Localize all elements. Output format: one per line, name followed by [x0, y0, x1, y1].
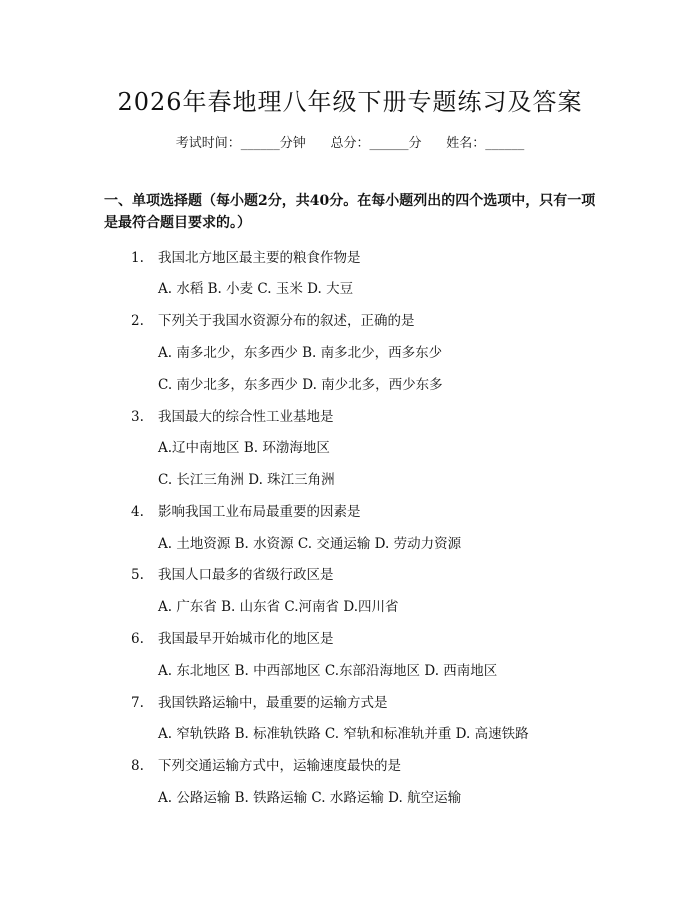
- question-text: 我国铁路运输中，最重要的运输方式是: [158, 695, 388, 711]
- question-text: 我国人口最多的省级行政区是: [158, 567, 334, 583]
- question-text: 下列交通运输方式中，运输速度最快的是: [158, 758, 401, 774]
- question-2-options-line-2: C. 南少北多，东多西少 D. 南少北多，西少东多: [158, 377, 443, 393]
- question-number: 5.: [131, 567, 144, 583]
- question-number: 7.: [131, 695, 144, 711]
- page-title: 2026年春地理八年级下册专题练习及答案: [117, 88, 583, 116]
- question-7: [131, 691, 388, 711]
- question-text: 影响我国工业布局最重要的因素是: [158, 504, 361, 520]
- question-3: [131, 405, 334, 425]
- question-text: 下列关于我国水资源分布的叙述，正确的是: [158, 313, 415, 329]
- question-7-options: A. 窄轨铁路 B. 标准轨铁路 C. 窄轨和标准轨并重 D. 高速铁路: [158, 726, 529, 742]
- section-heading: 一、单项选择题（每小题2分，共40分。在每小题列出的四个选项中，只有一项是最符合题目要求的。）: [104, 193, 596, 231]
- question-number: 1.: [131, 250, 144, 266]
- question-5: [131, 563, 334, 583]
- question-3-options-line-2: C. 长江三角洲 D. 珠江三角洲: [158, 472, 335, 488]
- question-number: 8.: [131, 758, 144, 774]
- exam-info-line: 考试时间：______分钟 总分：______分 姓名：______: [175, 136, 525, 151]
- question-4: [131, 500, 361, 520]
- question-4-options: A. 土地资源 B. 水资源 C. 交通运输 D. 劳动力资源: [158, 536, 462, 552]
- question-text: 我国最大的综合性工业基地是: [158, 409, 334, 425]
- question-6-options: A. 东北地区 B. 中西部地区 C.东部沿海地区 D. 西南地区: [158, 663, 498, 679]
- question-6: [131, 627, 334, 647]
- question-number: 4.: [131, 504, 144, 520]
- question-8-options: A. 公路运输 B. 铁路运输 C. 水路运输 D. 航空运输: [158, 790, 462, 806]
- question-8: [131, 754, 401, 774]
- question-1-options: A. 水稻 B. 小麦 C. 玉米 D. 大豆: [158, 281, 354, 297]
- question-2-options-line-1: A. 南多北少，东多西少 B. 南多北少，西多东少: [158, 345, 443, 361]
- question-text: 我国最早开始城市化的地区是: [158, 631, 334, 647]
- question-5-options: A. 广东省 B. 山东省 C.河南省 D.四川省: [158, 599, 399, 615]
- question-number: 2.: [131, 313, 144, 329]
- question-2: [131, 309, 415, 329]
- question-3-options-line-1: A.辽中南地区 B. 环渤海地区: [158, 440, 330, 456]
- question-number: 3.: [131, 409, 144, 425]
- question-text: 我国北方地区最主要的粮食作物是: [158, 250, 361, 266]
- question-number: 6.: [131, 631, 144, 647]
- question-1: [131, 246, 361, 266]
